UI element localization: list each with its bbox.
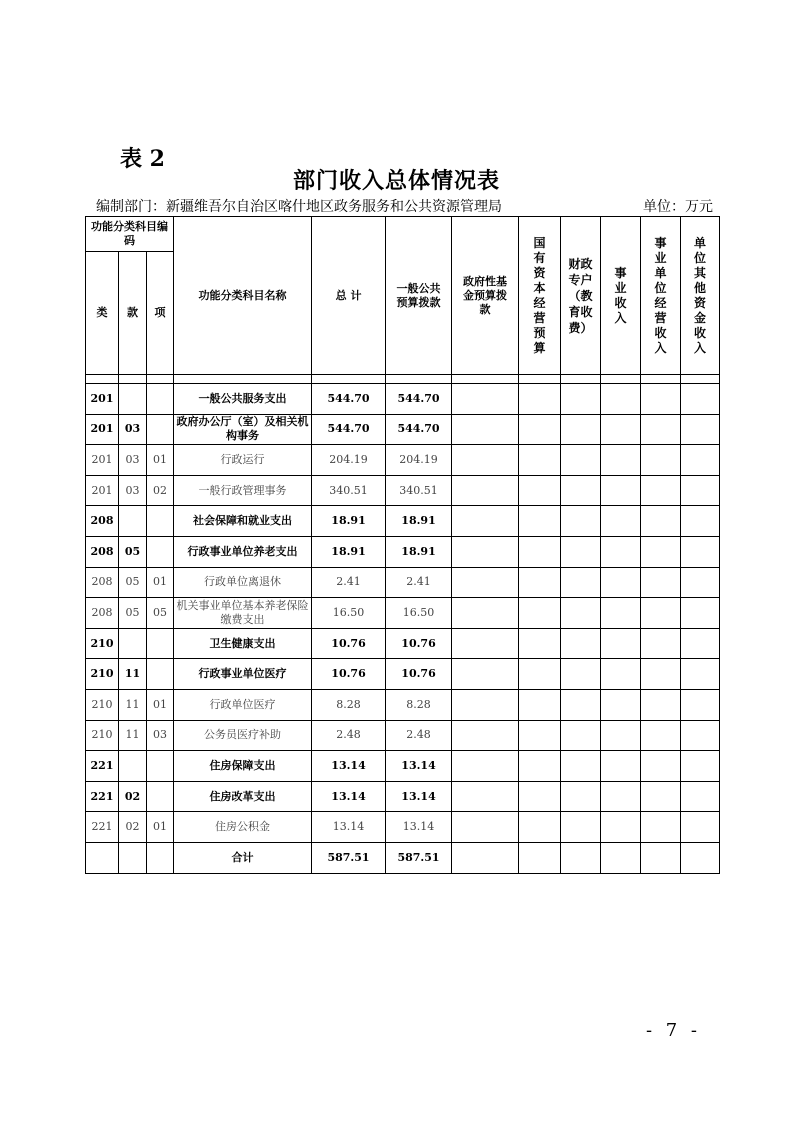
cell-name: 行政单位医疗 (174, 689, 312, 720)
cell-unit-business-income (641, 751, 681, 782)
cell-other-income (681, 567, 720, 598)
cell-fiscal-special (561, 720, 601, 751)
cell-fiscal-special (561, 506, 601, 537)
cell-other-income (681, 445, 720, 476)
cell-fund-budget (452, 659, 519, 690)
cell-lei: 208 (86, 598, 119, 629)
cell-unit-business-income (641, 689, 681, 720)
cell-kuan (119, 628, 147, 659)
cell-state-capital (519, 475, 561, 506)
cell-xiang: 03 (147, 720, 174, 751)
cell-total: 10.76 (312, 628, 386, 659)
cell-business-income (601, 445, 641, 476)
cell-xiang: 05 (147, 598, 174, 629)
cell-other-income (681, 720, 720, 751)
cell-total: 18.91 (312, 536, 386, 567)
cell-total: 587.51 (312, 842, 386, 873)
page-number: - 7 - (645, 1020, 701, 1041)
cell-business-income (601, 536, 641, 567)
cell-unit-business-income (641, 384, 681, 415)
cell-fiscal-special (561, 842, 601, 873)
cell-fund-budget (452, 414, 519, 445)
cell-fund-budget (452, 475, 519, 506)
cell-general-budget: 18.91 (386, 536, 452, 567)
cell-other-income (681, 812, 720, 843)
table-row (86, 567, 720, 598)
cell-state-capital (519, 842, 561, 873)
cell-total: 13.14 (312, 751, 386, 782)
cell-name: 政府办公厅（室）及相关机构事务 (174, 414, 312, 445)
cell-xiang (147, 414, 174, 445)
cell-other-income (681, 689, 720, 720)
cell-business-income (601, 384, 641, 415)
cell-state-capital (519, 751, 561, 782)
spacer-row (86, 375, 720, 384)
cell-unit-business-income (641, 842, 681, 873)
cell-total: 16.50 (312, 598, 386, 629)
header-code-group: 功能分类科目编码 (86, 217, 174, 252)
cell-fund-budget (452, 567, 519, 598)
org-line: 编制部门：新疆维吾尔自治区喀什地区政务服务和公共资源管理局 (96, 199, 502, 215)
cell-kuan: 03 (119, 475, 147, 506)
cell-total: 544.70 (312, 384, 386, 415)
cell-total: 10.76 (312, 659, 386, 690)
cell-fiscal-special (561, 567, 601, 598)
cell-lei: 208 (86, 506, 119, 537)
cell-kuan: 11 (119, 689, 147, 720)
header-fiscal-special: 财政专户（教育收费） (561, 217, 601, 375)
cell-business-income (601, 628, 641, 659)
cell-lei: 210 (86, 720, 119, 751)
cell-fiscal-special (561, 628, 601, 659)
cell-general-budget: 204.19 (386, 445, 452, 476)
cell-total: 544.70 (312, 414, 386, 445)
cell-fund-budget (452, 842, 519, 873)
header-kuan: 款 (119, 252, 147, 375)
cell-general-budget: 16.50 (386, 598, 452, 629)
cell-lei: 201 (86, 384, 119, 415)
cell-name: 社会保障和就业支出 (174, 506, 312, 537)
cell-lei: 210 (86, 689, 119, 720)
cell-kuan: 05 (119, 598, 147, 629)
header-unit-business-income: 事业单位经营收入 (641, 217, 681, 375)
cell-state-capital (519, 628, 561, 659)
cell-business-income (601, 842, 641, 873)
cell-fiscal-special (561, 475, 601, 506)
cell-fiscal-special (561, 536, 601, 567)
cell-kuan (119, 384, 147, 415)
cell-general-budget: 8.28 (386, 689, 452, 720)
cell-general-budget: 2.48 (386, 720, 452, 751)
cell-lei: 208 (86, 567, 119, 598)
cell-xiang (147, 536, 174, 567)
cell-xiang: 01 (147, 689, 174, 720)
header-total: 总 计 (312, 217, 386, 375)
cell-unit-business-income (641, 567, 681, 598)
cell-total: 13.14 (312, 812, 386, 843)
cell-total: 2.48 (312, 720, 386, 751)
cell-xiang: 01 (147, 812, 174, 843)
cell-fund-budget (452, 812, 519, 843)
header-state-capital: 国有资本经营预算 (519, 217, 561, 375)
cell-business-income (601, 781, 641, 812)
cell-unit-business-income (641, 414, 681, 445)
cell-other-income (681, 475, 720, 506)
table-row (86, 475, 720, 506)
cell-name: 住房公积金 (174, 812, 312, 843)
cell-unit-business-income (641, 781, 681, 812)
cell-lei: 201 (86, 414, 119, 445)
cell-state-capital (519, 536, 561, 567)
cell-total: 13.14 (312, 781, 386, 812)
cell-state-capital (519, 414, 561, 445)
cell-lei: 221 (86, 751, 119, 782)
cell-unit-business-income (641, 598, 681, 629)
table-row (86, 384, 720, 415)
cell-fiscal-special (561, 812, 601, 843)
header-xiang: 项 (147, 252, 174, 375)
cell-xiang (147, 842, 174, 873)
cell-kuan: 11 (119, 720, 147, 751)
cell-fiscal-special (561, 598, 601, 629)
cell-other-income (681, 506, 720, 537)
cell-state-capital (519, 598, 561, 629)
cell-xiang (147, 659, 174, 690)
cell-general-budget: 10.76 (386, 628, 452, 659)
table-row (86, 445, 720, 476)
cell-other-income (681, 751, 720, 782)
cell-fiscal-special (561, 445, 601, 476)
cell-name: 公务员医疗补助 (174, 720, 312, 751)
cell-state-capital (519, 567, 561, 598)
table-row (86, 751, 720, 782)
table-label: 表 2 (120, 146, 165, 172)
cell-total: 340.51 (312, 475, 386, 506)
cell-business-income (601, 414, 641, 445)
cell-general-budget: 2.41 (386, 567, 452, 598)
cell-business-income (601, 689, 641, 720)
unit-line: 单位：万元 (643, 199, 713, 215)
cell-total: 8.28 (312, 689, 386, 720)
cell-business-income (601, 506, 641, 537)
table-row (86, 628, 720, 659)
cell-general-budget: 544.70 (386, 384, 452, 415)
cell-unit-business-income (641, 812, 681, 843)
cell-total: 18.91 (312, 506, 386, 537)
table-row (86, 506, 720, 537)
cell-kuan: 02 (119, 812, 147, 843)
cell-other-income (681, 414, 720, 445)
table-row (86, 659, 720, 690)
cell-name: 行政事业单位养老支出 (174, 536, 312, 567)
cell-fund-budget (452, 598, 519, 629)
cell-fund-budget (452, 536, 519, 567)
cell-kuan: 05 (119, 536, 147, 567)
cell-lei: 221 (86, 781, 119, 812)
cell-unit-business-income (641, 628, 681, 659)
table-row (86, 536, 720, 567)
cell-general-budget: 10.76 (386, 659, 452, 690)
cell-lei (86, 842, 119, 873)
cell-lei: 208 (86, 536, 119, 567)
cell-xiang: 01 (147, 445, 174, 476)
header-other-income: 单位其他资金收入 (681, 217, 720, 375)
cell-general-budget: 340.51 (386, 475, 452, 506)
table-row (86, 720, 720, 751)
cell-general-budget: 544.70 (386, 414, 452, 445)
cell-unit-business-income (641, 720, 681, 751)
header-fund-budget: 政府性基金预算拨款 (452, 217, 519, 375)
total-row (86, 842, 720, 873)
cell-name: 一般公共服务支出 (174, 384, 312, 415)
cell-state-capital (519, 445, 561, 476)
cell-general-budget: 18.91 (386, 506, 452, 537)
cell-other-income (681, 384, 720, 415)
cell-business-income (601, 598, 641, 629)
income-table (85, 216, 720, 874)
cell-xiang: 01 (147, 567, 174, 598)
cell-fiscal-special (561, 414, 601, 445)
cell-fiscal-special (561, 781, 601, 812)
cell-fiscal-special (561, 751, 601, 782)
cell-lei: 221 (86, 812, 119, 843)
table-row (86, 812, 720, 843)
cell-fund-budget (452, 751, 519, 782)
cell-lei: 210 (86, 659, 119, 690)
header-name: 功能分类科目名称 (174, 217, 312, 375)
cell-state-capital (519, 506, 561, 537)
cell-business-income (601, 567, 641, 598)
cell-fund-budget (452, 781, 519, 812)
cell-kuan (119, 842, 147, 873)
cell-general-budget: 13.14 (386, 751, 452, 782)
cell-fund-budget (452, 384, 519, 415)
cell-name: 卫生健康支出 (174, 628, 312, 659)
cell-name: 行政事业单位医疗 (174, 659, 312, 690)
page-title: 部门收入总体情况表 (292, 168, 500, 194)
cell-fiscal-special (561, 689, 601, 720)
cell-name: 行政运行 (174, 445, 312, 476)
table-row (86, 414, 720, 445)
cell-name: 住房改革支出 (174, 781, 312, 812)
cell-other-income (681, 598, 720, 629)
cell-state-capital (519, 812, 561, 843)
cell-state-capital (519, 689, 561, 720)
cell-lei: 201 (86, 445, 119, 476)
cell-kuan (119, 751, 147, 782)
cell-state-capital (519, 720, 561, 751)
cell-kuan: 03 (119, 445, 147, 476)
total-label: 合计 (174, 842, 312, 873)
cell-kuan: 05 (119, 567, 147, 598)
cell-unit-business-income (641, 659, 681, 690)
cell-fiscal-special (561, 384, 601, 415)
cell-xiang: 02 (147, 475, 174, 506)
cell-name: 住房保障支出 (174, 751, 312, 782)
cell-kuan: 02 (119, 781, 147, 812)
cell-business-income (601, 751, 641, 782)
cell-unit-business-income (641, 506, 681, 537)
header-business-income: 事业收入 (601, 217, 641, 375)
cell-fund-budget (452, 720, 519, 751)
cell-fiscal-special (561, 659, 601, 690)
cell-kuan: 11 (119, 659, 147, 690)
cell-general-budget: 13.14 (386, 812, 452, 843)
cell-xiang (147, 751, 174, 782)
table-row (86, 598, 720, 629)
table-row (86, 689, 720, 720)
cell-name: 一般行政管理事务 (174, 475, 312, 506)
cell-kuan (119, 506, 147, 537)
cell-total: 2.41 (312, 567, 386, 598)
cell-business-income (601, 812, 641, 843)
cell-kuan: 03 (119, 414, 147, 445)
cell-other-income (681, 781, 720, 812)
cell-other-income (681, 628, 720, 659)
cell-unit-business-income (641, 445, 681, 476)
cell-general-budget: 587.51 (386, 842, 452, 873)
cell-other-income (681, 842, 720, 873)
cell-xiang (147, 384, 174, 415)
cell-state-capital (519, 781, 561, 812)
cell-total: 204.19 (312, 445, 386, 476)
cell-state-capital (519, 659, 561, 690)
cell-xiang (147, 628, 174, 659)
cell-fund-budget (452, 628, 519, 659)
cell-name: 行政单位离退休 (174, 567, 312, 598)
table-row (86, 781, 720, 812)
cell-general-budget: 13.14 (386, 781, 452, 812)
cell-other-income (681, 659, 720, 690)
cell-fund-budget (452, 689, 519, 720)
header-lei: 类 (86, 252, 119, 375)
cell-other-income (681, 536, 720, 567)
cell-unit-business-income (641, 536, 681, 567)
cell-fund-budget (452, 506, 519, 537)
cell-business-income (601, 475, 641, 506)
cell-lei: 201 (86, 475, 119, 506)
cell-business-income (601, 659, 641, 690)
cell-unit-business-income (641, 475, 681, 506)
cell-xiang (147, 781, 174, 812)
cell-xiang (147, 506, 174, 537)
cell-name: 机关事业单位基本养老保险缴费支出 (174, 598, 312, 629)
cell-fund-budget (452, 445, 519, 476)
cell-business-income (601, 720, 641, 751)
header-general-budget: 一般公共预算拨款 (386, 217, 452, 375)
cell-state-capital (519, 384, 561, 415)
cell-lei: 210 (86, 628, 119, 659)
